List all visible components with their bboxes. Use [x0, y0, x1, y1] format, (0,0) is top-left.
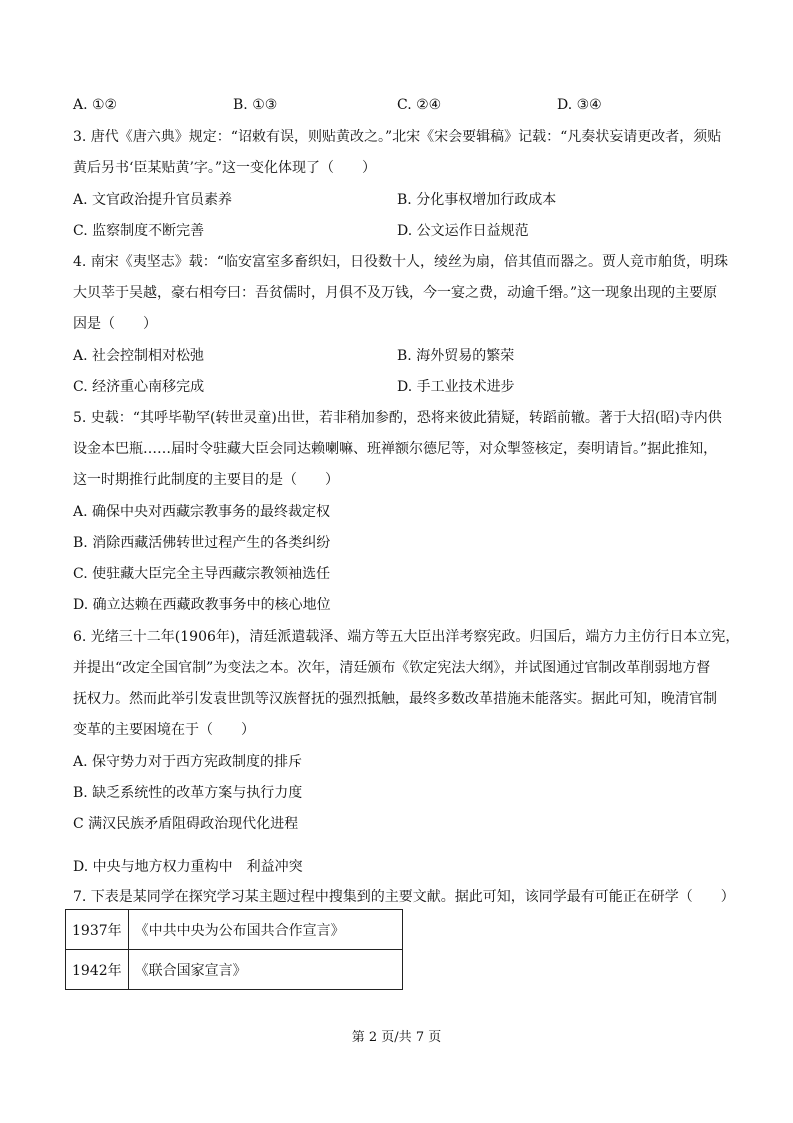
q5-option-d: D. 确立达赖在西藏政教事务中的核心地位 — [73, 597, 331, 613]
q6-option-c: C 满汉民族矛盾阻碍政治现代化进程 — [73, 816, 299, 832]
table-cell-year: 1942年 — [66, 950, 129, 990]
q3-option-a: A. 文官政治提升官员素养 — [73, 192, 233, 208]
q6-stem-line-3: 抚权力。然而此举引发袁世凯等汉族督抚的强烈抵触，最终多数改革措施未能落实。据此可知，晚清官制 — [73, 691, 717, 707]
q6-option-b: B. 缺乏系统性的改革方案与执行力度 — [73, 785, 303, 801]
q6-stem-line-4: 变革的主要困境在于（ ） — [73, 722, 255, 738]
q5-option-a: A. 确保中央对西藏宗教事务的最终裁定权 — [73, 504, 331, 520]
q2-option-b: B. ①③ — [233, 97, 278, 113]
q4-option-d: D. 手工业技术进步 — [397, 379, 515, 395]
q5-stem-line-1: 5. 史载：“其呼毕勒罕(转世灵童)出世，若非稍加参酌，恐将来彼此猜疑，转蹈前辙。著于大招(昭)寺内供 — [73, 410, 722, 426]
q6-stem-line-2: 并提出“改定全国官制”为变法之本。次年，清廷颁布《钦定宪法大纲》，并试图通过官制改革削弱地方督 — [73, 660, 711, 676]
q2-options — [0, 96, 793, 114]
table-row — [66, 910, 403, 950]
table-cell-document: 《中共中央为公布国共合作宣言》 — [128, 910, 402, 950]
q3-stem-line-2: 黄后另书‘臣某贴黄’字。”这一变化体现了（ ） — [73, 160, 377, 176]
q3-option-c: C. 监察制度不断完善 — [73, 223, 205, 239]
table-row — [66, 950, 403, 990]
q6-option-a: A. 保守势力对于西方宪政制度的排斥 — [73, 754, 303, 770]
q6-option-d: D. 中央与地方权力重构中 利益冲突 — [73, 859, 303, 875]
q2-option-a: A. ①② — [73, 97, 118, 113]
q6-stem-line-1: 6. 光绪三十二年(1906年)，清廷派遣载泽、端方等五大臣出洋考察宪政。归国后，端方力主仿行日本立宪， — [73, 629, 740, 645]
table-cell-document: 《联合国家宣言》 — [128, 950, 402, 990]
q3-stem-line-1: 3. 唐代《唐六典》规定：“诏敕有误，则贴黄改之。”北宋《宋会要辑稿》记载：“凡奏状妄请更改者，须贴 — [73, 129, 722, 145]
page-footer: 第 2 页/共 7 页 — [351, 1030, 442, 1045]
q4-stem-line-1: 4. 南宋《夷坚志》载：“临安富室多畜织妇，日役数十人，绫丝为扇，倍其值而器之。贾人竞市舶货，明珠 — [73, 254, 728, 270]
q4-stem-line-3: 因是（ ） — [73, 316, 157, 332]
q4-stem-line-2: 大贝莘于吴越，豪右相夸曰：吾贫儒时，月俱不及万钱，今一宴之费，动逾千缗。”这一现象出现的主要原 — [73, 285, 718, 301]
q4-option-a: A. 社会控制相对松弛 — [73, 348, 205, 364]
q2-option-c: C. ②④ — [397, 97, 442, 113]
q2-option-d: D. ③④ — [557, 97, 602, 113]
q4-option-b: B. 海外贸易的繁荣 — [397, 348, 515, 364]
table-cell-year: 1937年 — [66, 910, 129, 950]
q5-stem-line-2: 设金本巴瓶……届时令驻藏大臣会同达赖喇嘛、班禅额尔德尼等，对众掣签核定，奏明请旨。”据此推知， — [73, 441, 718, 457]
q3-option-b: B. 分化事权增加行政成本 — [397, 192, 557, 208]
q7-stem: 7. 下表是某同学在探究学习某主题过程中搜集到的主要文献。据此可知，该同学最有可能正在研学（ ） — [73, 889, 735, 905]
q5-option-b: B. 消除西藏活佛转世过程产生的各类纠纷 — [73, 535, 331, 551]
q3-option-d: D. 公文运作日益规范 — [397, 223, 529, 239]
q5-option-c: C. 使驻藏大臣完全主导西藏宗教领袖选任 — [73, 566, 331, 582]
q4-option-c: C. 经济重心南移完成 — [73, 379, 205, 395]
literature-table — [65, 909, 403, 990]
q5-stem-line-3: 这一时期推行此制度的主要目的是（ ） — [73, 472, 339, 488]
